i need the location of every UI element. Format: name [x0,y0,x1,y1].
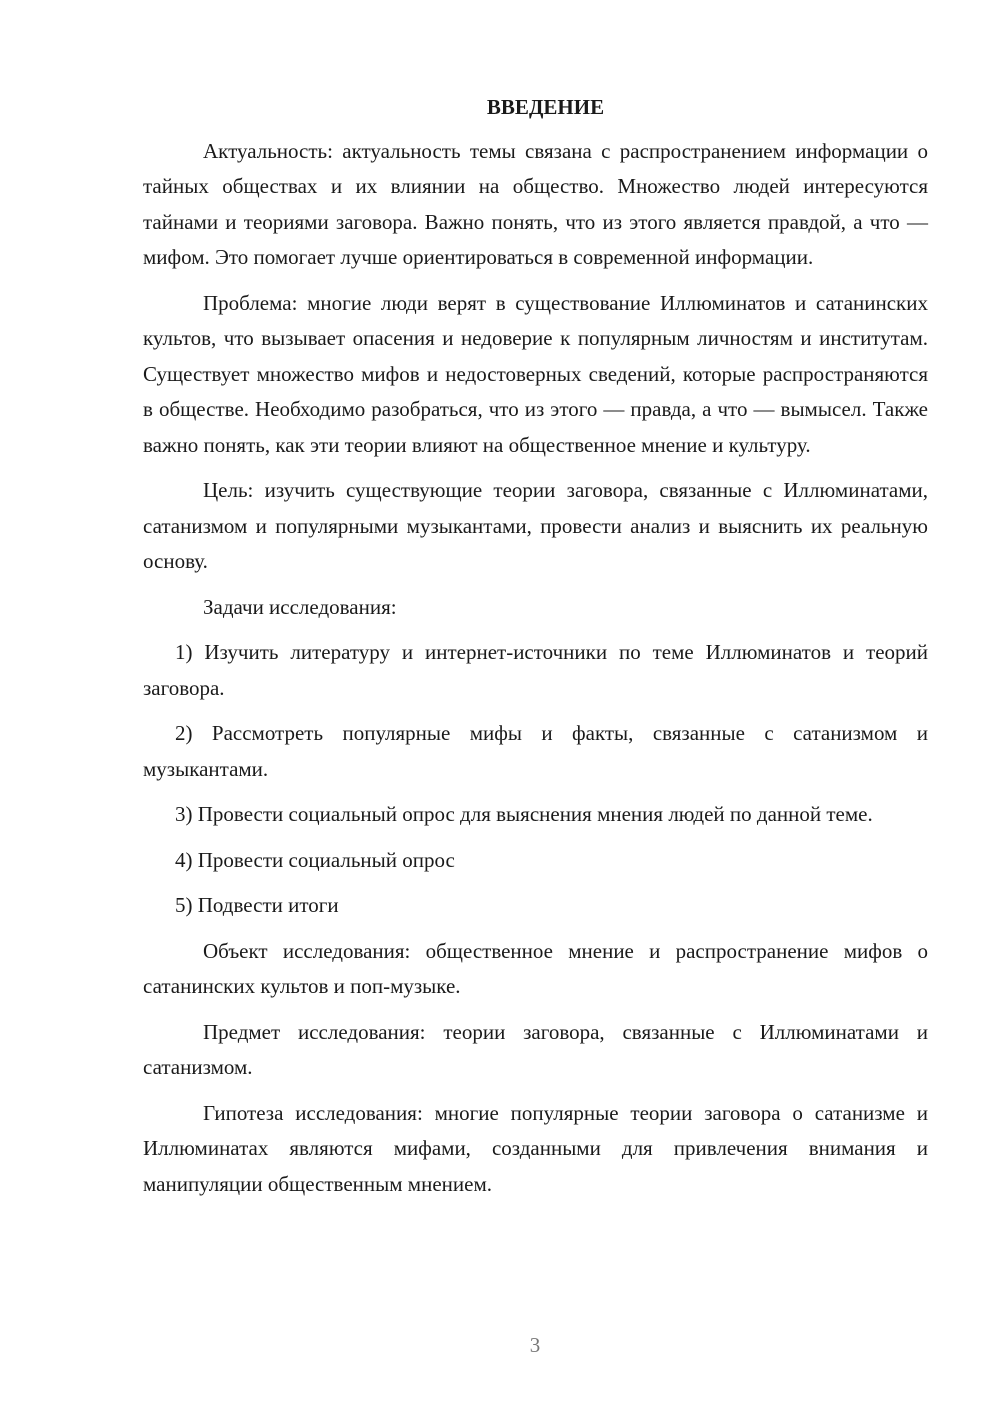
task-item: 3) Провести социальный опрос для выяснения мнения людей по данной теме. [175,802,873,826]
task-item: 2) Рассмотреть популярные мифы и факты, связанные с сатанизмом и музыкантами. [143,721,928,781]
task-item: 1) Изучить литературу и интернет-источники по теме Иллюминатов и теорий заговора. [143,640,928,700]
problem-paragraph: Проблема: многие люди верят в существование Иллюминатов и сатанинских культов, что вызывает опасения и недоверие к популярным личностям и институтам. Существует множество мифов и недостоверных сведений, которые распространяются в обществе. Необходимо разобраться, что из этого — правда, а что — вымысел. Также важно понять, как эти теории влияют на общественное мнение и культуру. [143,290,928,457]
relevance-paragraph: Актуальность: актуальность темы связана с распространением информации о тайных обществах и их влиянии на общество. Множество людей интересуются тайнами и теориями заговора. Важно понять, что из этого является правдой, а что — мифом. Это помогает лучше ориентироваться в современной информации. [143,138,928,269]
task-item: 5) Подвести итоги [175,893,339,917]
goal-paragraph: Цель: изучить существующие теории заговора, связанные с Иллюминатами, сатанизмом и популярными музыкантами, провести анализ и выяснить их реальную основу. [143,478,928,573]
hypothesis-paragraph: Гипотеза исследования: многие популярные теории заговора о сатанизме и Иллюминатах являются мифами, созданными для привлечения внимания и манипуляции общественным мнением. [143,1100,928,1196]
page-number: 3 [529,1333,541,1357]
tasks-heading: Задачи исследования: [203,594,397,619]
tasks-list [143,635,928,924]
section-title: ВВЕДЕНИЕ [486,95,605,119]
subject-paragraph: Предмет исследования: теории заговора, связанные с Иллюминатами и сатанизмом. [143,1019,928,1079]
document-page [143,90,928,1212]
object-paragraph: Объект исследования: общественное мнение и распространение мифов о сатанинских культов и поп-музыке. [143,938,928,998]
task-item: 4) Провести социальный опрос [175,847,455,872]
